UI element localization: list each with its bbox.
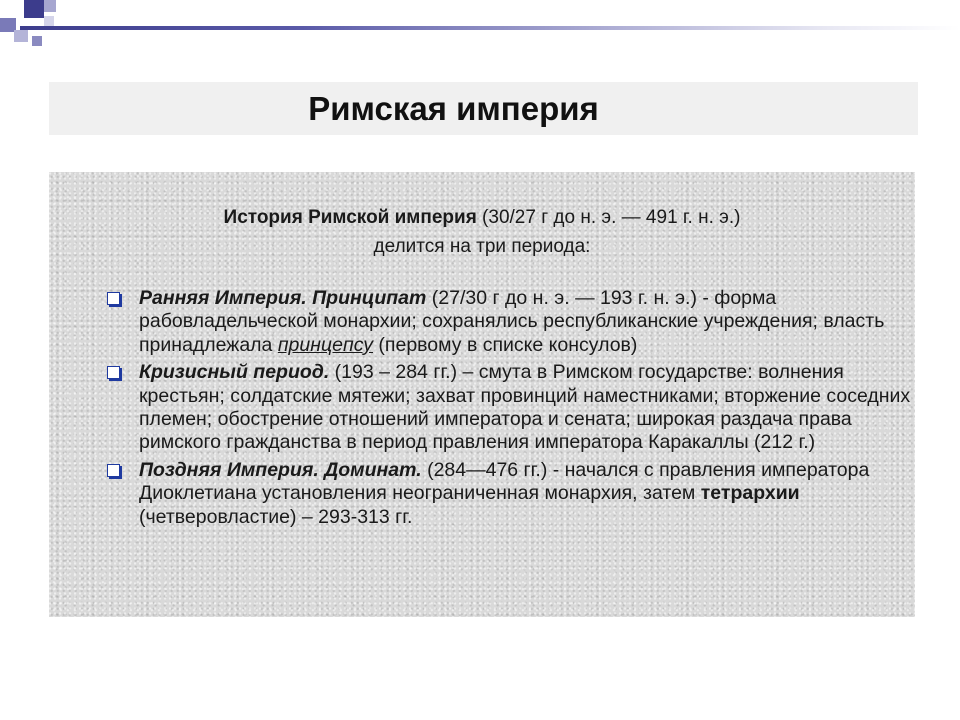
intro-line-1 — [49, 203, 915, 232]
intro-subject: История Римской империя — [223, 207, 477, 228]
decorative-square-light — [44, 0, 56, 12]
period-name: Ранняя Империя. Принципат — [139, 287, 427, 309]
slide-title: Римская империя — [308, 89, 599, 127]
header-gradient-bar — [20, 26, 960, 30]
hollow-square-bullet-icon — [107, 366, 120, 379]
period-text: (193 – 284 гг.) – смута в Римском государстве: волнения крестьян; солдатские мятежи; захват провинций наместниками; вторжение соседних племен; обострение отношений императора и сената; широкая раздача права римского гражданства в период правления императора Каракаллы (212 г.) — [139, 361, 911, 454]
decorative-square-light-2 — [14, 30, 28, 42]
period-text-end: (четверовластие) – 293-313 гг. — [139, 505, 413, 528]
list-item-crisis-period — [103, 361, 913, 455]
decorative-square-dark — [24, 0, 44, 18]
intro-line-2: делится на три периода: — [373, 236, 591, 257]
period-text-end: (первому в списке консулов) — [373, 333, 638, 356]
list-item-early-empire — [103, 287, 913, 357]
period-text: (284—476 гг.) - начался с правления императора Диоклетиана установления неограниченная монархия, затем — [139, 458, 870, 505]
intro-dates: (30/27 г до н. э. — 491 г. н. э.) — [476, 207, 741, 228]
intro-paragraph — [49, 203, 915, 261]
period-name: Поздняя Империя. Доминат. — [139, 458, 422, 481]
period-list — [103, 287, 913, 533]
period-text: (27/30 г до н. э. — 193 г. н. э.) - форма рабовладельческой монархии; сохранялись республиканские учреждения; власть принадлежала — [139, 287, 885, 356]
period-name: Кризисный период. — [139, 361, 330, 384]
hollow-square-bullet-icon — [107, 292, 120, 305]
tetrarchy-term: тетрархии — [700, 482, 800, 505]
princeps-link[interactable]: принцепсу — [277, 333, 373, 356]
decorative-square-small — [32, 36, 42, 46]
decorative-square-faint — [44, 16, 54, 26]
list-item-late-empire — [103, 459, 913, 529]
hollow-square-bullet-icon — [107, 464, 120, 477]
